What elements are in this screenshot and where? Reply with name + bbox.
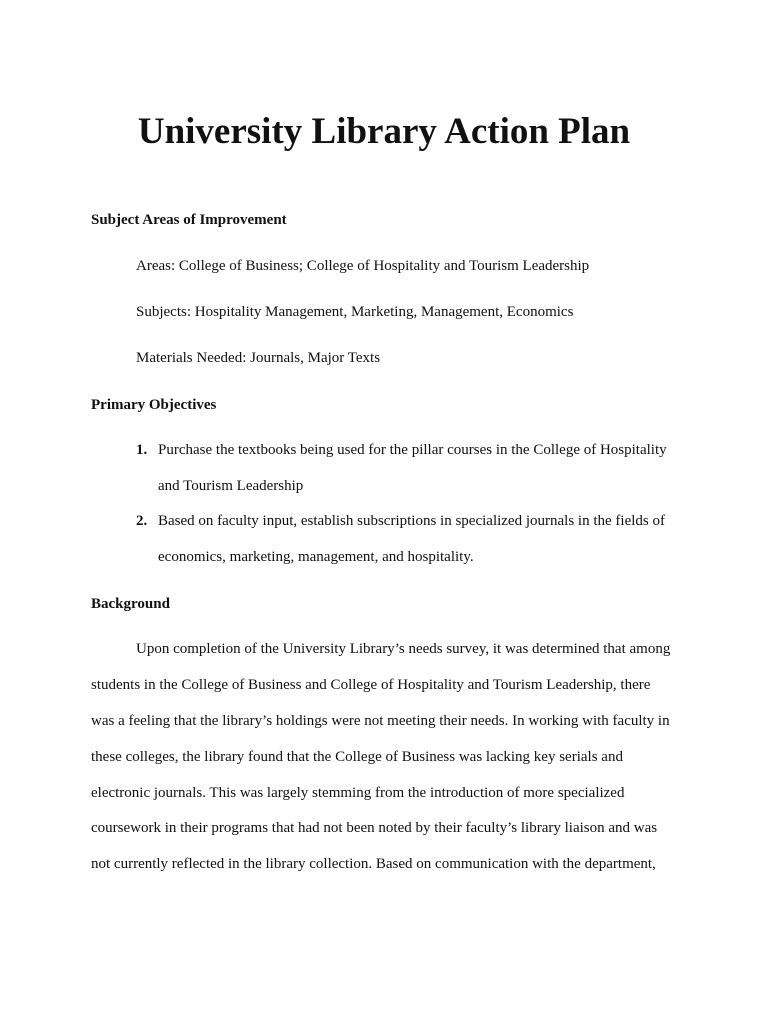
section-heading-background: Background [91,596,170,612]
materials-line: Materials Needed: Journals, Major Texts [136,350,381,366]
list-item-text-line: economics, marketing, management, and hospitality. [158,549,474,565]
list-item-text-line: Based on faculty input, establish subscriptions in specialized journals in the fields of [158,513,665,529]
paragraph-line: not currently reflected in the library collection. Based on communication with the department, [91,856,656,872]
paragraph-line: was a feeling that the library’s holdings were not meeting their needs. In working with faculty in [91,713,670,729]
list-item-number: 1. [136,442,148,458]
paragraph-line: these colleges, the library found that the College of Business was lacking key serials and [91,749,623,765]
paragraph-line: coursework in their programs that had not been noted by their faculty’s library liaison and was [91,820,658,836]
section-heading-primary-objectives: Primary Objectives [91,397,217,413]
paragraph-line: students in the College of Business and College of Hospitality and Tourism Leadership, there [91,677,651,693]
areas-line: Areas: College of Business; College of Hospitality and Tourism Leadership [136,258,590,274]
list-item-number: 2. [136,513,148,529]
paragraph-line: electronic journals. This was largely stemming from the introduction of more specialized [91,785,625,801]
list-item-text-line: Purchase the textbooks being used for the pillar courses in the College of Hospitality [158,442,667,458]
list-item-text-line: and Tourism Leadership [158,478,304,494]
section-heading-subject-areas: Subject Areas of Improvement [91,212,287,228]
paragraph-line: Upon completion of the University Library’s needs survey, it was determined that among [136,641,671,657]
subjects-line: Subjects: Hospitality Management, Marketing, Management, Economics [136,304,574,320]
page-title: University Library Action Plan [137,111,631,152]
